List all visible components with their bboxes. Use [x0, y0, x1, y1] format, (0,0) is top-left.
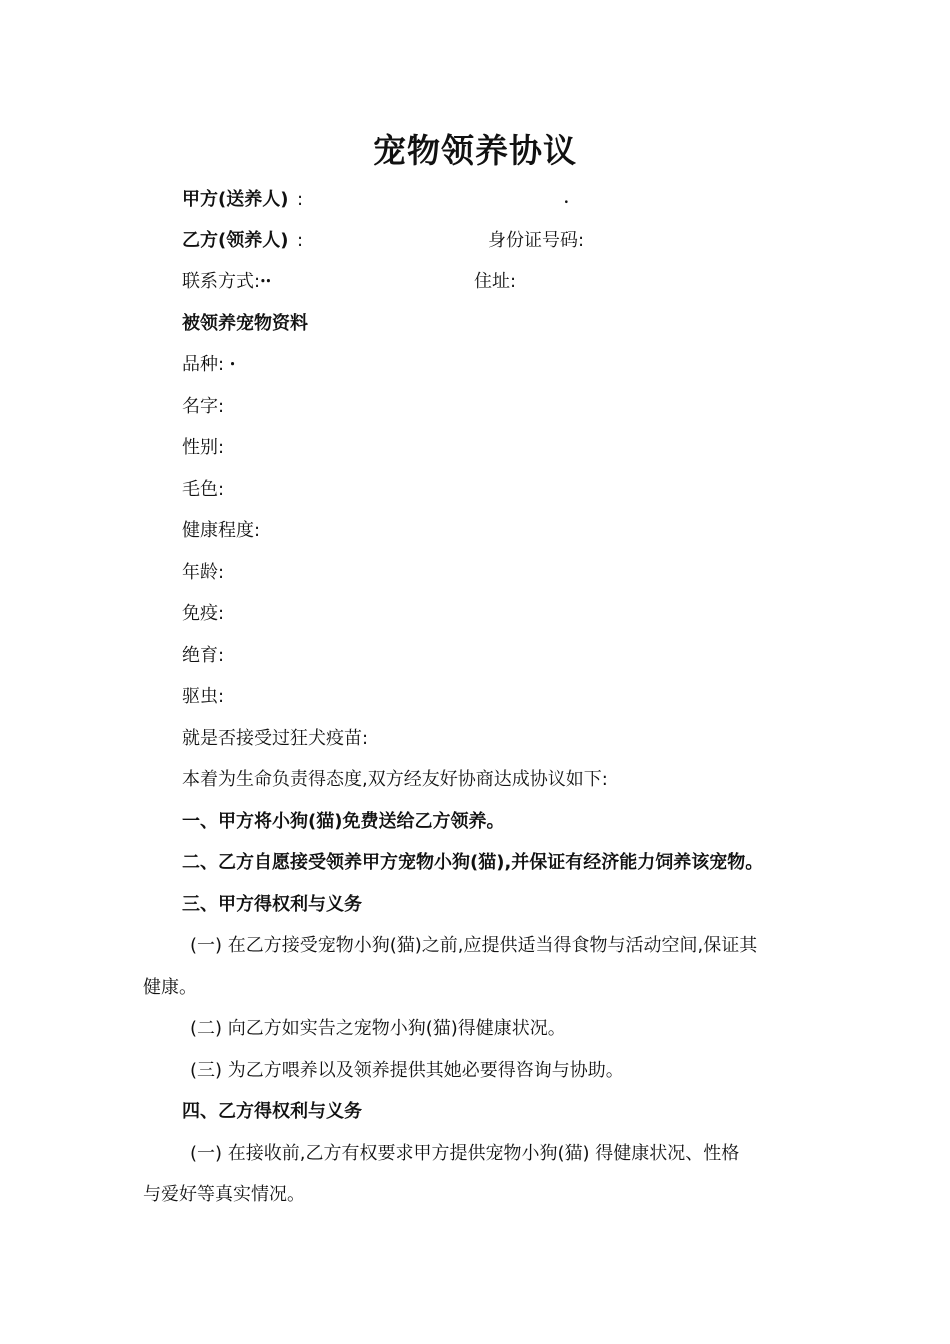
- document-title: 宠物领养协议: [373, 131, 577, 170]
- pet-field-rabies-vaccine: 就是否接受过狂犬疫苗:: [182, 728, 369, 749]
- pet-field-name: 名字:: [182, 396, 225, 417]
- clause-4-heading: 四、乙方得权利与义务: [182, 1101, 362, 1122]
- clause-4-item-1-continued: 与爱好等真实情况。: [143, 1184, 305, 1205]
- pet-field-gender: 性别:: [182, 437, 225, 458]
- clause-3-item-1: (一) 在乙方接受宠物小狗(猫)之前,应提供适当得食物与活动空间,保证其: [190, 935, 758, 956]
- clause-3-item-3: (三) 为乙方喂养以及领养提供其她必要得咨询与协助。: [190, 1060, 624, 1081]
- clause-2: 二、乙方自愿接受领养甲方宠物小狗(猫),并保证有经济能力饲养该宠物。: [182, 852, 764, 873]
- clause-3-heading: 三、甲方得权利与义务: [182, 894, 362, 915]
- pet-field-breed: 品种: ꞏ: [182, 354, 236, 375]
- pet-field-immunization: 免疫:: [182, 603, 225, 624]
- party-a-colon: :: [297, 189, 304, 210]
- party-a-mark: ꞏ: [564, 193, 569, 211]
- clause-3-item-1-continued: 健康。: [143, 977, 197, 998]
- pet-section-title: 被领养宠物资料: [182, 313, 308, 334]
- agreement-intro: 本着为生命负责得态度,双方经友好协商达成协议如下:: [182, 769, 608, 790]
- party-a-label: 甲方(送养人): [182, 189, 289, 210]
- pet-field-health: 健康程度:: [182, 520, 261, 541]
- pet-field-sterilization: 绝育:: [182, 645, 225, 666]
- pet-field-age: 年龄:: [182, 562, 225, 583]
- clause-1: 一、甲方将小狗(猫)免费送给乙方领养。: [182, 811, 505, 832]
- address-label: 住址:: [474, 271, 517, 292]
- contact-label: 联系方式:ꞏꞏ: [182, 271, 272, 292]
- party-b-colon: :: [297, 230, 304, 251]
- id-number-label: 身份证号码:: [488, 230, 585, 251]
- party-b-label: 乙方(领养人): [182, 230, 289, 251]
- pet-field-coat-color: 毛色:: [182, 479, 225, 500]
- clause-4-item-1: (一) 在接收前,乙方有权要求甲方提供宠物小狗(猫) 得健康状况、性格: [190, 1143, 740, 1164]
- clause-3-item-2: (二) 向乙方如实告之宠物小狗(猫)得健康状况。: [190, 1018, 566, 1039]
- pet-field-deworming: 驱虫:: [182, 686, 225, 707]
